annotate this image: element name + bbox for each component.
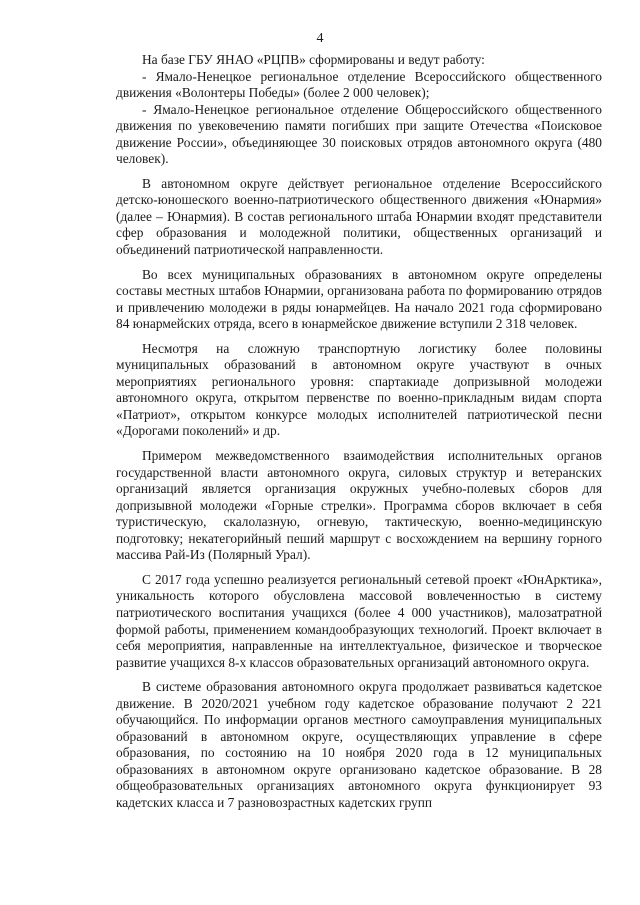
paragraph-mountain-shooters: Примером межведомственного взаимодействия исполнительных органов государственной власти автономного округа, силовых структур и ветеранских организаций является организация окружных учебно-полевых сборов для допризывной молодежи «Горные стрелки». Программа сборов включает в себя туристическую, скалолазную, огневую, тактическую, военно-медицинскую подготовку; некатегорийный пеший маршрут с восхождением на вершину горного массива Рай-Из (Полярный Урал).: [116, 448, 602, 563]
paragraph-yunarmiya: В автономном округе действует региональное отделение Всероссийского детско-юношеского военно-патриотического общественного движения «Юнармия» (далее – Юнармия). В состав регионального штаба Юнармии входят представители сфер образования и молодежной политики, общественных организаций и объединений патриотической направленности.: [116, 175, 602, 258]
paragraph-intro: На базе ГБУ ЯНАО «РЦПВ» сформированы и ведут работу:: [142, 52, 485, 67]
page-number: 4: [316, 31, 324, 46]
paragraph-search-movement: - Ямало-Ненецкое региональное отделение Общероссийского общественного движения по увековечению памяти погибших при защите Отечества «Поисковое движение России», объединяющее 30 поисковых отрядов автономного округа (480 человек).: [116, 101, 602, 167]
document-body: [116, 52, 602, 812]
paragraph-regional-events: Несмотря на сложную транспортную логистику более половины муниципальных образований в автономном округе участвуют в очных мероприятиях регионального уровня: спартакиаде допризывной молодежи автономного округа, открытом первенстве по военно-прикладным видам спорта «Патриот», открытом конкурсе молодых исполнителей патриотической песни «Дорогами поколений» и др.: [116, 340, 602, 439]
paragraph-yunarktika: С 2017 года успешно реализуется региональный сетевой проект «ЮнАрктика», уникальность которого обусловлена массовой вовлеченностью в систему патриотического воспитания учащихся (более 4 000 участников), малозатратной формой работы, применением командообразующих технологий. Проект включает в себя мероприятия, направленные на интеллектуальное, физическое и творческое развитие учащихся 8-х классов образовательных организаций автономного округа.: [116, 571, 602, 670]
paragraph-volunteers: - Ямало-Ненецкое региональное отделение Всероссийского общественного движения «Волонтеры Победы» (более 2 000 человек);: [116, 68, 602, 101]
paragraph-cadet-movement: В системе образования автономного округа продолжает развиваться кадетское движение. В 2020/2021 учебном году кадетское образование получают 2 221 обучающийся. По информации органов местного самоуправления муниципальных образований в автономном округе, осуществляющих управление в сфере образования, по состоянию на 10 ноября 2020 года в 12 муниципальных образованиях в автономном округе организовано кадетское образование. В 28 общеобразовательных организациях автономного округа функционирует 93 кадетских класса и 7 разновозрастных кадетских групп: [116, 679, 602, 810]
paragraph-local-headquarters: Во всех муниципальных образованиях в автономном округе определены составы местных штабов Юнармии, организована работа по формированию отрядов и привлечению молодежи в ряды юнармейцев. На начало 2021 года сформировано 84 юнармейских отряда, всего в юнармейское движение вступили 2 318 человек.: [116, 266, 602, 332]
